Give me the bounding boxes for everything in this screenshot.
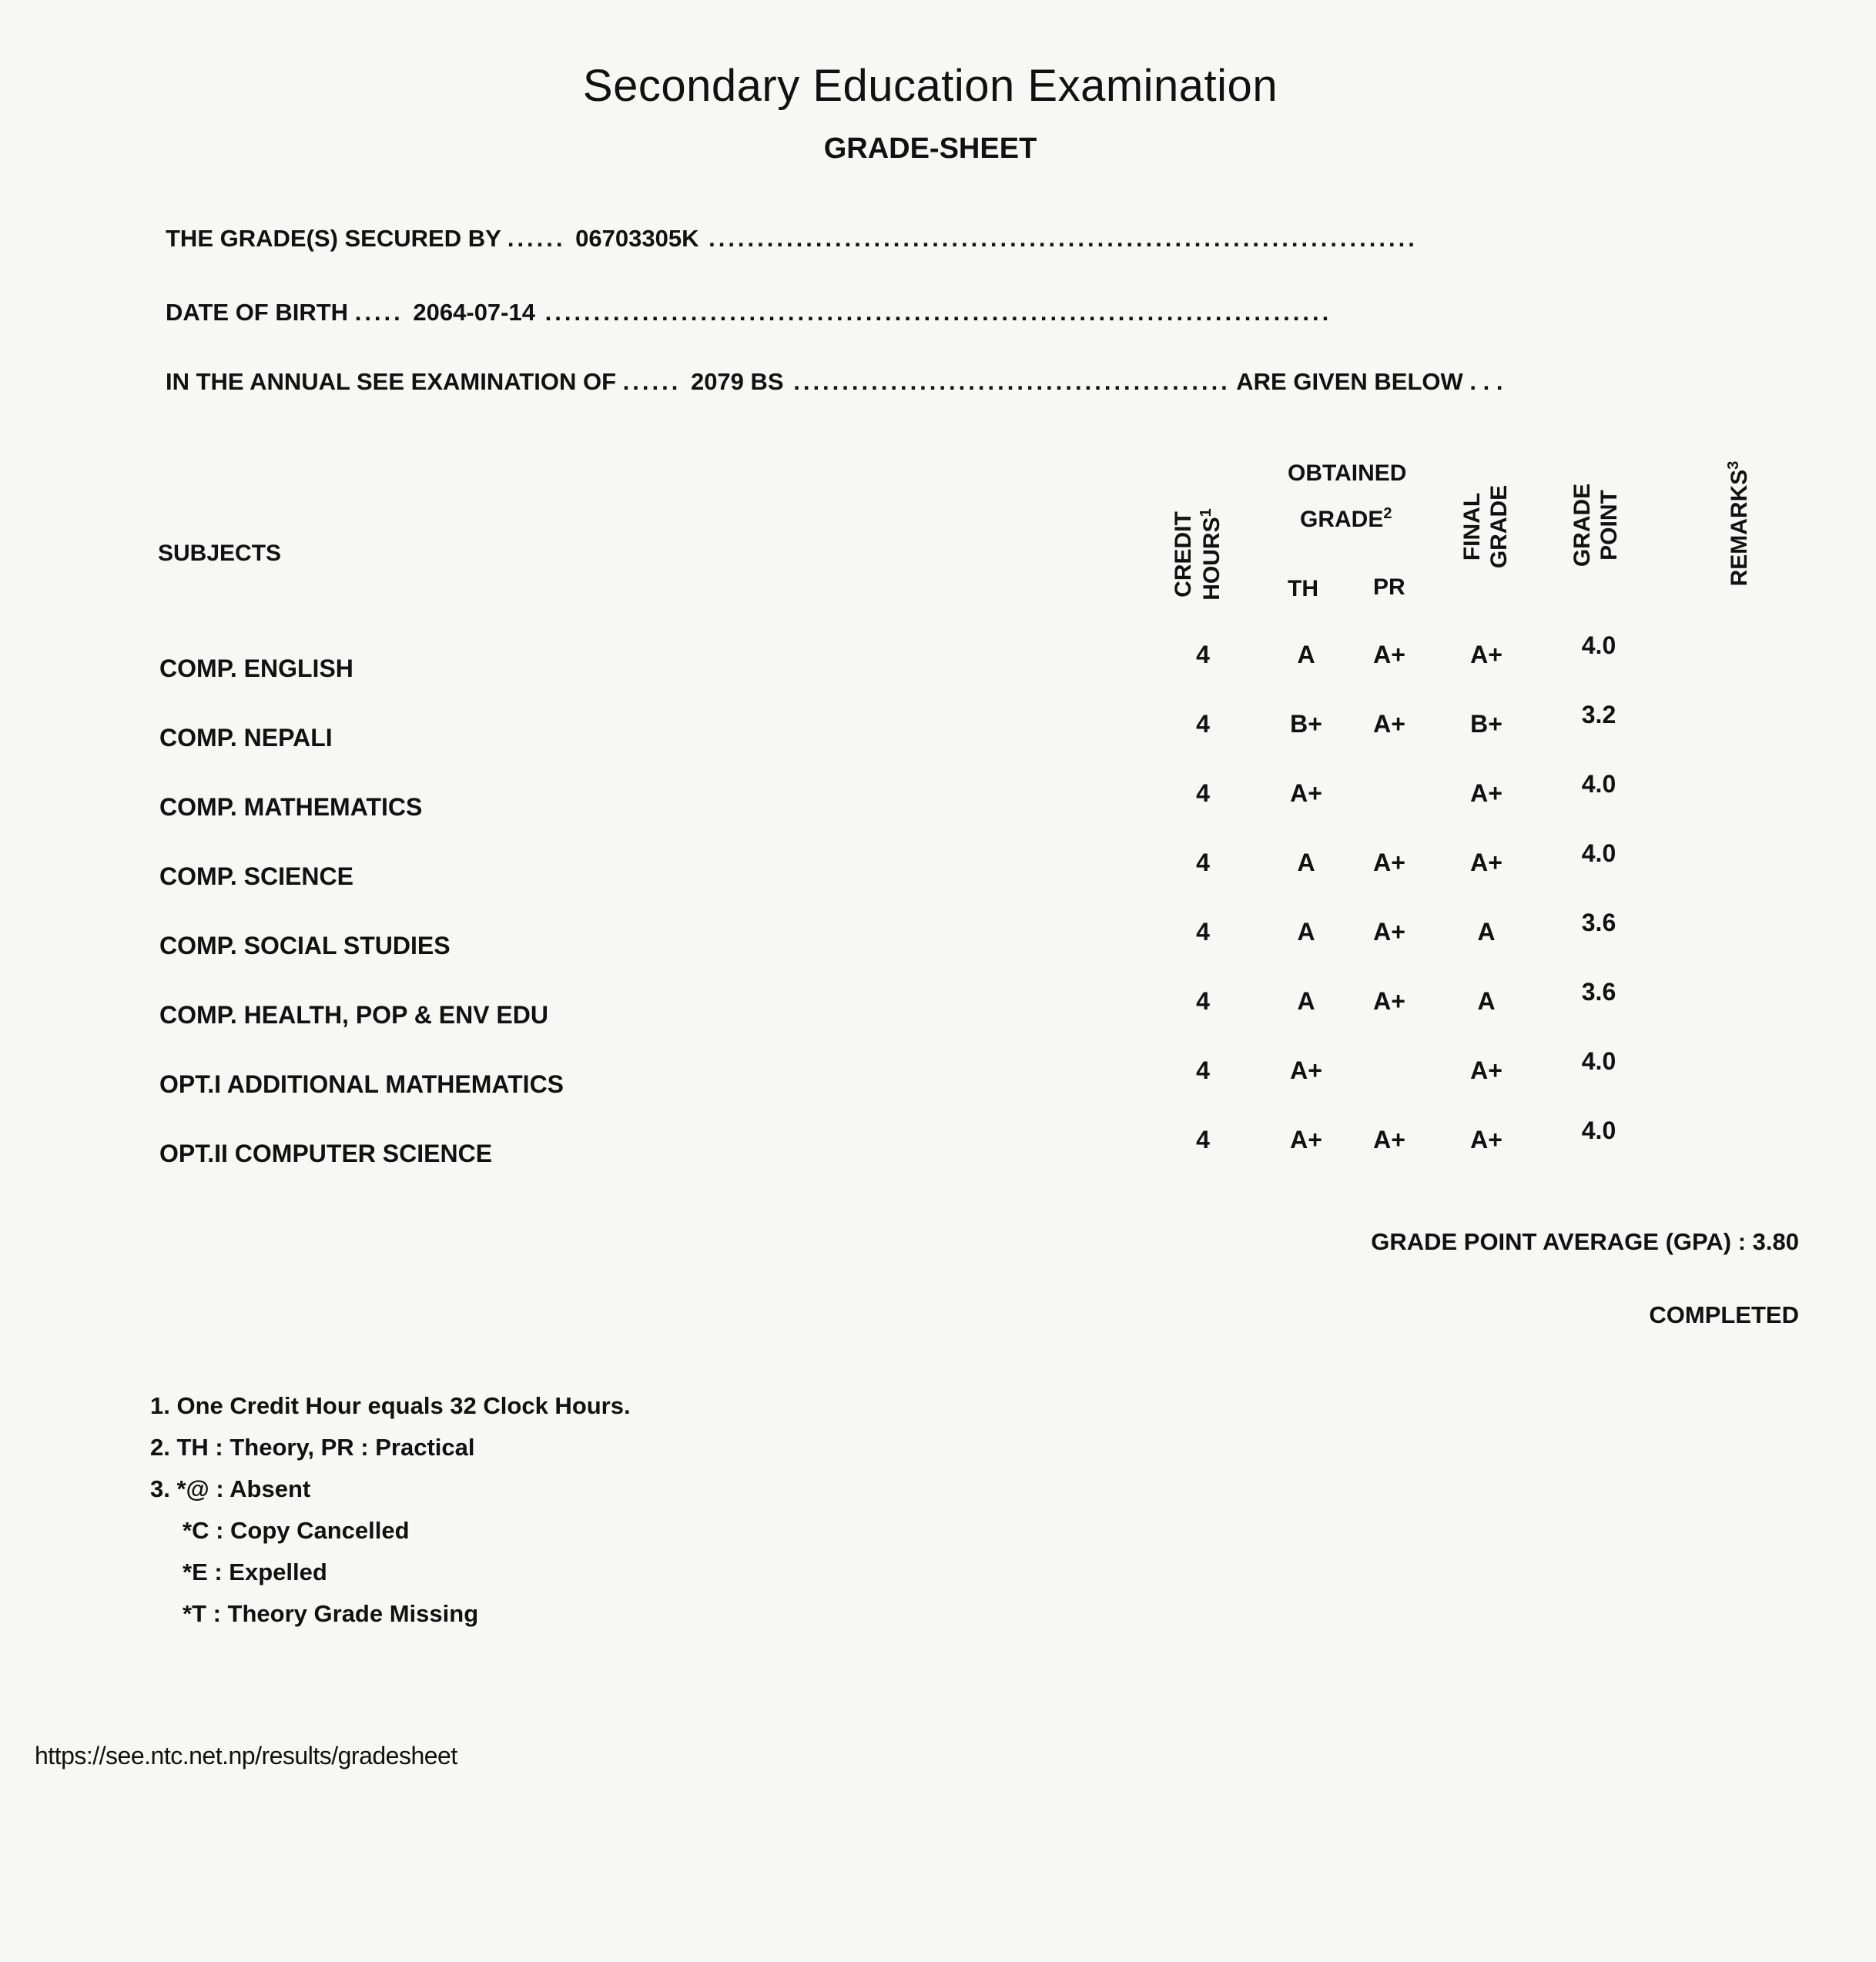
footnote-item: *T : Theory Grade Missing — [183, 1600, 479, 1627]
subject-name: COMP. SCIENCE — [159, 862, 353, 890]
exam-label: IN THE ANNUAL SEE EXAMINATION OF — [166, 368, 617, 395]
credit-hours-header — [1171, 493, 1232, 616]
th-header: TH — [1288, 576, 1318, 601]
gpa-label: GRADE POINT AVERAGE (GPA) : — [1371, 1228, 1747, 1255]
grade-point-cell: 4.0 — [1581, 631, 1616, 659]
credit-hours-cell: 4 — [1196, 849, 1210, 876]
subject-name: COMP. SOCIAL STUDIES — [159, 932, 451, 959]
table-row — [0, 909, 1876, 964]
exam-year: 2079 BS — [690, 368, 784, 395]
table-row — [0, 770, 1876, 825]
secured-by-line: THE GRADE(S) SECURED BY ...... 06703305K ......................................................................... — [166, 225, 1418, 252]
remarks-header: REMARKS$^3$ — [1725, 460, 1752, 587]
th-grade-cell: A — [1297, 987, 1315, 1015]
footnotes — [150, 1392, 631, 1642]
pr-header: PR — [1373, 574, 1405, 600]
dob-value: 2064-07-14 — [413, 299, 535, 326]
final-grade-header: FINAL GRADE — [1459, 484, 1512, 569]
symbol-number: 06703305K — [575, 225, 699, 252]
table-row — [0, 631, 1876, 687]
footnote-item: 1. One Credit Hour equals 32 Clock Hours. — [150, 1392, 631, 1419]
final-grade-cell: A — [1477, 918, 1496, 946]
obtained-header: OBTAINED — [1288, 460, 1407, 486]
grade-point-cell: 4.0 — [1581, 839, 1616, 867]
th-grade-cell: A+ — [1290, 1126, 1322, 1153]
grade-point-cell: 3.2 — [1581, 701, 1616, 728]
credit-label: CREDIT — [1171, 511, 1196, 598]
final-grade-cell: A+ — [1470, 779, 1502, 807]
subject-name: COMP. HEALTH, POP & ENV EDU — [159, 1001, 548, 1029]
gpa-line — [1371, 1228, 1799, 1256]
pr-grade-cell: A+ — [1373, 710, 1405, 738]
pr-grade-cell: A+ — [1373, 849, 1405, 876]
table-row — [0, 1047, 1876, 1103]
final-grade-cell: B+ — [1470, 710, 1502, 738]
grade-point-cell: 4.0 — [1581, 1047, 1616, 1075]
pr-grade-cell: A+ — [1373, 918, 1405, 946]
remarks-footnote-mark: 3 — [1725, 460, 1742, 470]
final-grade-cell: A+ — [1470, 641, 1502, 668]
footnote-item: 3. *@ : Absent — [150, 1475, 311, 1502]
grade-point-cell: 3.6 — [1581, 909, 1616, 936]
grade-point-header: GRADE POINT — [1569, 483, 1622, 568]
credit-hours-cell: 4 — [1196, 918, 1210, 946]
footnote-item: *C : Copy Cancelled — [183, 1517, 410, 1544]
footnote-item: *E : Expelled — [183, 1559, 327, 1585]
th-grade-cell: A — [1297, 849, 1315, 876]
subject-name: COMP. ENGLISH — [159, 655, 353, 682]
th-grade-cell: B+ — [1290, 710, 1322, 738]
grade-point-cell: 4.0 — [1581, 770, 1616, 798]
obtained-grade-header: GRADE$^2$ — [1300, 505, 1392, 532]
credit-hours-cell: 4 — [1196, 710, 1210, 738]
table-row — [0, 701, 1876, 756]
subject-name: OPT.I ADDITIONAL MATHEMATICS — [159, 1070, 564, 1098]
final-grade-cell: A+ — [1470, 849, 1502, 876]
dob-line: DATE OF BIRTH ..... 2064-07-14 ................................................................................. — [166, 299, 1332, 326]
hours-footnote-mark: 1 — [1197, 508, 1214, 517]
exam-suffix: ARE GIVEN BELOW . . . — [1236, 368, 1503, 395]
th-grade-cell: A — [1297, 918, 1315, 946]
pr-grade-cell: A+ — [1373, 987, 1405, 1015]
gpa-value: 3.80 — [1752, 1228, 1799, 1255]
table-row — [0, 839, 1876, 895]
subject-name: OPT.II COMPUTER SCIENCE — [159, 1140, 493, 1167]
pr-grade-cell: A+ — [1373, 641, 1405, 668]
final-grade-cell: A+ — [1470, 1056, 1502, 1084]
subjects-header: SUBJECTS — [158, 541, 282, 566]
pr-grade-cell: A+ — [1373, 1126, 1405, 1153]
th-grade-cell: A — [1297, 641, 1315, 668]
grade-footnote-mark: 2 — [1383, 505, 1392, 522]
subject-name: COMP. MATHEMATICS — [159, 793, 423, 821]
subject-name: COMP. NEPALI — [159, 724, 333, 752]
result-status: COMPLETED — [1649, 1301, 1799, 1328]
credit-hours-cell: 4 — [1196, 1126, 1210, 1153]
grade-point-cell: 4.0 — [1581, 1117, 1616, 1144]
grade-point-cell: 3.6 — [1581, 978, 1616, 1006]
final-grade-cell: A+ — [1470, 1126, 1502, 1153]
credit-hours-cell: 4 — [1196, 779, 1210, 807]
final-grade-cell: A — [1477, 987, 1496, 1015]
dob-label: DATE OF BIRTH — [166, 299, 349, 326]
source-url: https://see.ntc.net.np/results/gradesheet — [35, 1742, 457, 1769]
secured-by-label: THE GRADE(S) SECURED BY — [166, 225, 501, 252]
credit-hours-cell: 4 — [1196, 987, 1210, 1015]
document-subtitle: GRADE-SHEET — [823, 132, 1037, 165]
table-row — [0, 978, 1876, 1033]
th-grade-cell: A+ — [1290, 779, 1322, 807]
credit-hours-cell: 4 — [1196, 1056, 1210, 1084]
footnote-item: 2. TH : Theory, PR : Practical — [150, 1434, 475, 1461]
exam-line: IN THE ANNUAL SEE EXAMINATION OF ...... 2079 BS ............................................. ARE GIVEN BELOW . . . — [166, 368, 1503, 395]
credit-hours-cell: 4 — [1196, 641, 1210, 668]
table-row — [0, 1117, 1876, 1172]
th-grade-cell: A+ — [1290, 1056, 1322, 1084]
hours-label: HOURS — [1198, 517, 1224, 601]
document-title: Secondary Education Examination — [582, 61, 1278, 111]
